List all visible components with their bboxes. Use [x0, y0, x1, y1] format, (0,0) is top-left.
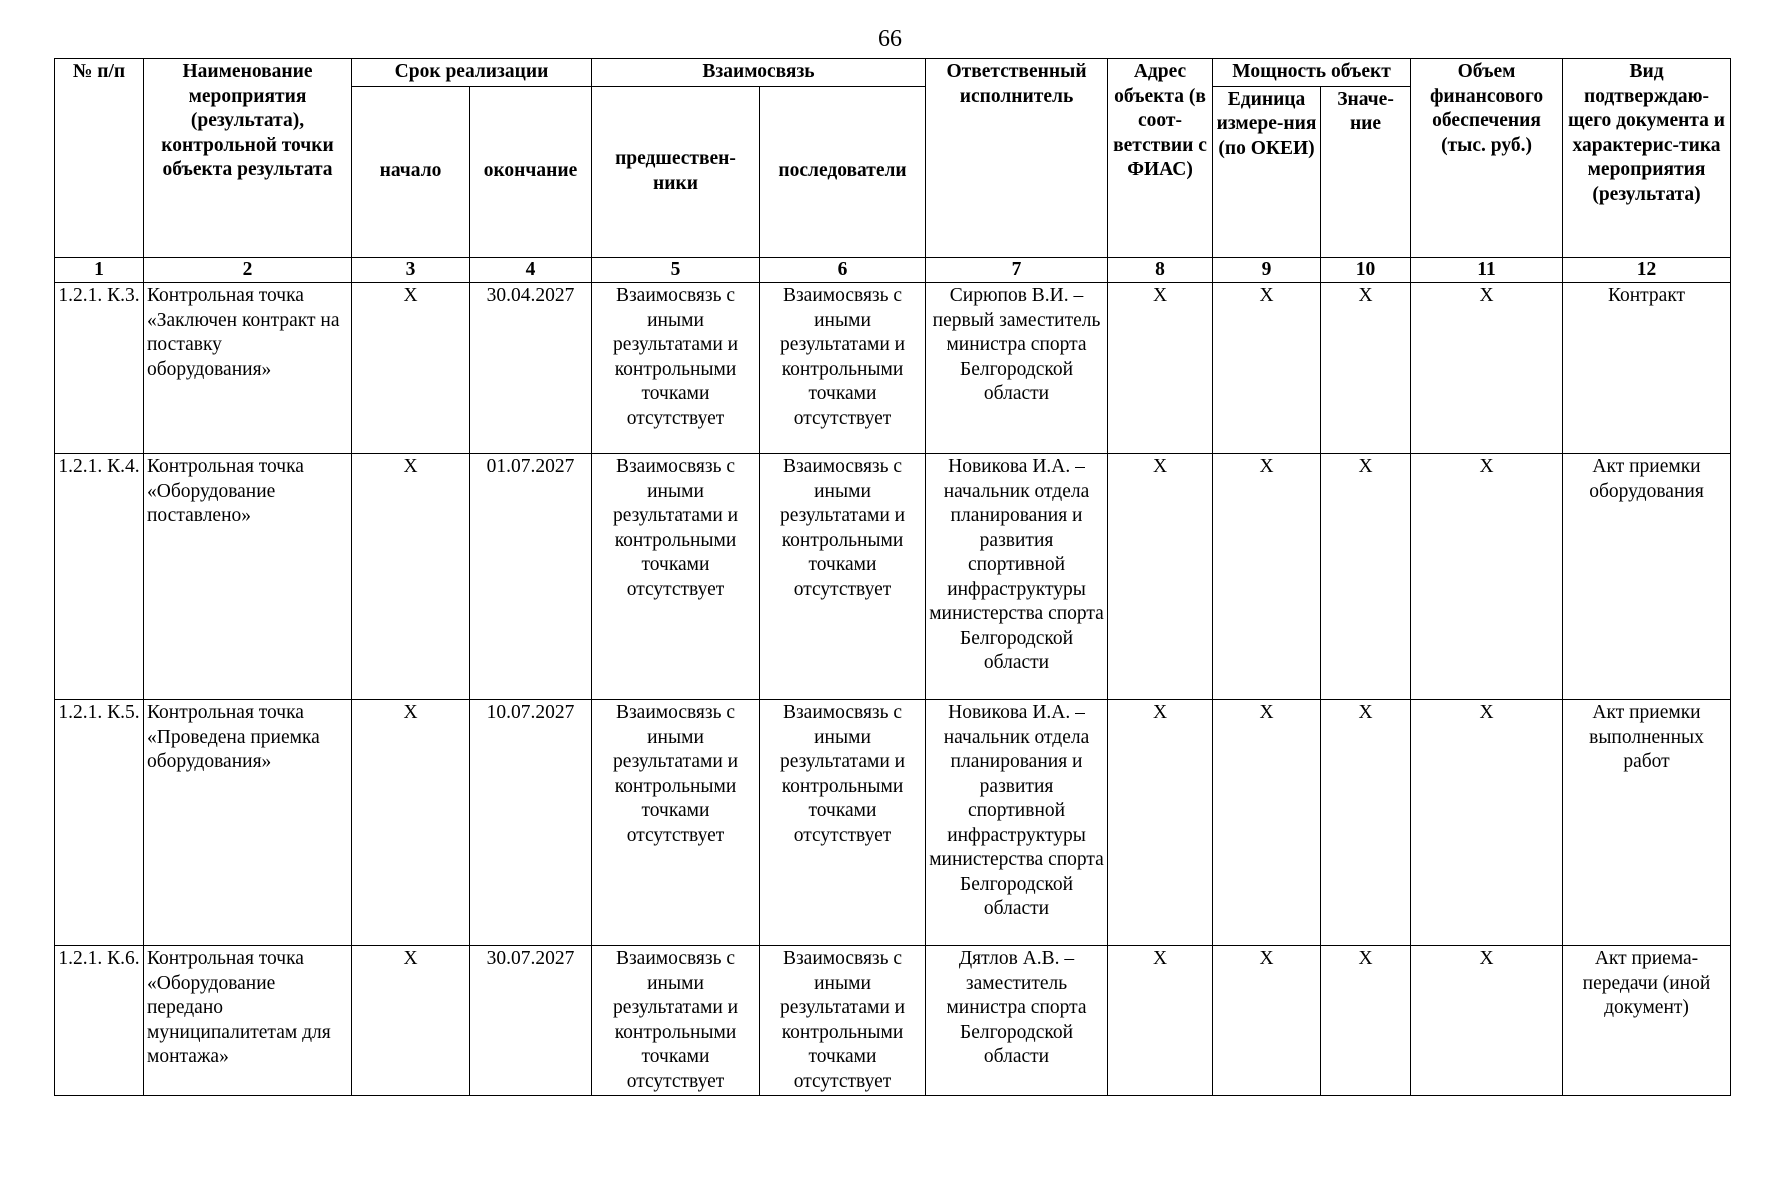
header-relation: Взаимосвязь — [592, 59, 926, 87]
row-doc: Контракт — [1563, 283, 1731, 454]
row-value: X — [1321, 454, 1411, 700]
row-followers: Взаимосвязь с иными результатами и контрольными точками отсутствует — [760, 946, 926, 1096]
table-row — [55, 700, 1731, 946]
column-number: 4 — [470, 257, 592, 283]
row-start: X — [352, 700, 470, 946]
header-period-end: окончание — [470, 86, 592, 257]
header-unit: Единица измере-ния (по ОКЕИ) — [1213, 86, 1321, 257]
row-address: X — [1108, 454, 1213, 700]
column-number: 5 — [592, 257, 760, 283]
row-end: 30.07.2027 — [470, 946, 592, 1096]
column-number: 3 — [352, 257, 470, 283]
row-followers: Взаимосвязь с иными результатами и контрольными точками отсутствует — [760, 283, 926, 454]
row-name: Контрольная точка «Заключен контракт на поставку оборудования» — [144, 283, 352, 454]
table-row — [55, 454, 1731, 700]
table-row — [55, 946, 1731, 1096]
row-followers: Взаимосвязь с иными результатами и контрольными точками отсутствует — [760, 700, 926, 946]
row-value: X — [1321, 283, 1411, 454]
column-number: 10 — [1321, 257, 1411, 283]
row-start: X — [352, 283, 470, 454]
row-predecessors: Взаимосвязь с иными результатами и контрольными точками отсутствует — [592, 946, 760, 1096]
row-finance: X — [1411, 454, 1563, 700]
row-name: Контрольная точка «Проведена приемка оборудования» — [144, 700, 352, 946]
page-number: 66 — [878, 26, 902, 52]
row-num: 1.2.1. К.5. — [55, 700, 144, 946]
table-header — [55, 59, 1731, 283]
column-number: 7 — [926, 257, 1108, 283]
column-number: 6 — [760, 257, 926, 283]
table-body — [55, 283, 1731, 1096]
row-start: X — [352, 946, 470, 1096]
row-name: Контрольная точка «Оборудование передано муниципалитетам для монтажа» — [144, 946, 352, 1096]
header-address: Адрес объекта (в соот-ветствии с ФИАС) — [1108, 59, 1213, 258]
row-unit: X — [1213, 946, 1321, 1096]
header-value: Значе-ние — [1321, 86, 1411, 257]
row-num: 1.2.1. К.3. — [55, 283, 144, 454]
row-name: Контрольная точка «Оборудование поставлено» — [144, 454, 352, 700]
row-unit: X — [1213, 283, 1321, 454]
header-finance: Объем финансового обеспечения (тыс. руб.) — [1411, 59, 1563, 258]
row-predecessors: Взаимосвязь с иными результатами и контрольными точками отсутствует — [592, 454, 760, 700]
row-num: 1.2.1. К.4. — [55, 454, 144, 700]
row-responsible: Новикова И.А. – начальник отдела планирования и развития спортивной инфраструктуры министерства спорта Белгородской области — [926, 454, 1108, 700]
row-address: X — [1108, 946, 1213, 1096]
row-end: 30.04.2027 — [470, 283, 592, 454]
header-predecessors: предшествен-ники — [592, 86, 760, 257]
header-num: № п/п — [55, 59, 144, 258]
row-unit: X — [1213, 454, 1321, 700]
row-value: X — [1321, 946, 1411, 1096]
row-finance: X — [1411, 283, 1563, 454]
row-address: X — [1108, 283, 1213, 454]
row-address: X — [1108, 700, 1213, 946]
row-end: 01.07.2027 — [470, 454, 592, 700]
row-doc: Акт приема-передачи (иной документ) — [1563, 946, 1731, 1096]
row-finance: X — [1411, 700, 1563, 946]
row-value: X — [1321, 700, 1411, 946]
table-row — [55, 283, 1731, 454]
header-name: Наименование мероприятия (результата), контрольной точки объекта результата — [144, 59, 352, 258]
header-period-start: начало — [352, 86, 470, 257]
row-num: 1.2.1. К.6. — [55, 946, 144, 1096]
row-predecessors: Взаимосвязь с иными результатами и контрольными точками отсутствует — [592, 283, 760, 454]
row-responsible: Новикова И.А. – начальник отдела планирования и развития спортивной инфраструктуры министерства спорта Белгородской области — [926, 700, 1108, 946]
header-followers: последователи — [760, 86, 926, 257]
column-number: 1 — [55, 257, 144, 283]
row-doc: Акт приемки оборудования — [1563, 454, 1731, 700]
column-number: 12 — [1563, 257, 1731, 283]
row-responsible: Дятлов А.В. – заместитель министра спорта Белгородской области — [926, 946, 1108, 1096]
row-end: 10.07.2027 — [470, 700, 592, 946]
column-numbers-row — [55, 257, 1731, 283]
row-unit: X — [1213, 700, 1321, 946]
row-doc: Акт приемки выполненных работ — [1563, 700, 1731, 946]
header-period: Срок реализации — [352, 59, 592, 87]
column-number: 8 — [1108, 257, 1213, 283]
column-number: 11 — [1411, 257, 1563, 283]
header-doc: Вид подтверждаю-щего документа и характерис-тика мероприятия (результата) — [1563, 59, 1731, 258]
header-responsible: Ответственный исполнитель — [926, 59, 1108, 258]
row-predecessors: Взаимосвязь с иными результатами и контрольными точками отсутствует — [592, 700, 760, 946]
header-capacity: Мощность объект — [1213, 59, 1411, 87]
column-number: 2 — [144, 257, 352, 283]
row-finance: X — [1411, 946, 1563, 1096]
row-responsible: Сирюпов В.И. – первый заместитель министра спорта Белгородской области — [926, 283, 1108, 454]
column-number: 9 — [1213, 257, 1321, 283]
row-start: X — [352, 454, 470, 700]
row-followers: Взаимосвязь с иными результатами и контрольными точками отсутствует — [760, 454, 926, 700]
plan-table — [54, 58, 1731, 1096]
